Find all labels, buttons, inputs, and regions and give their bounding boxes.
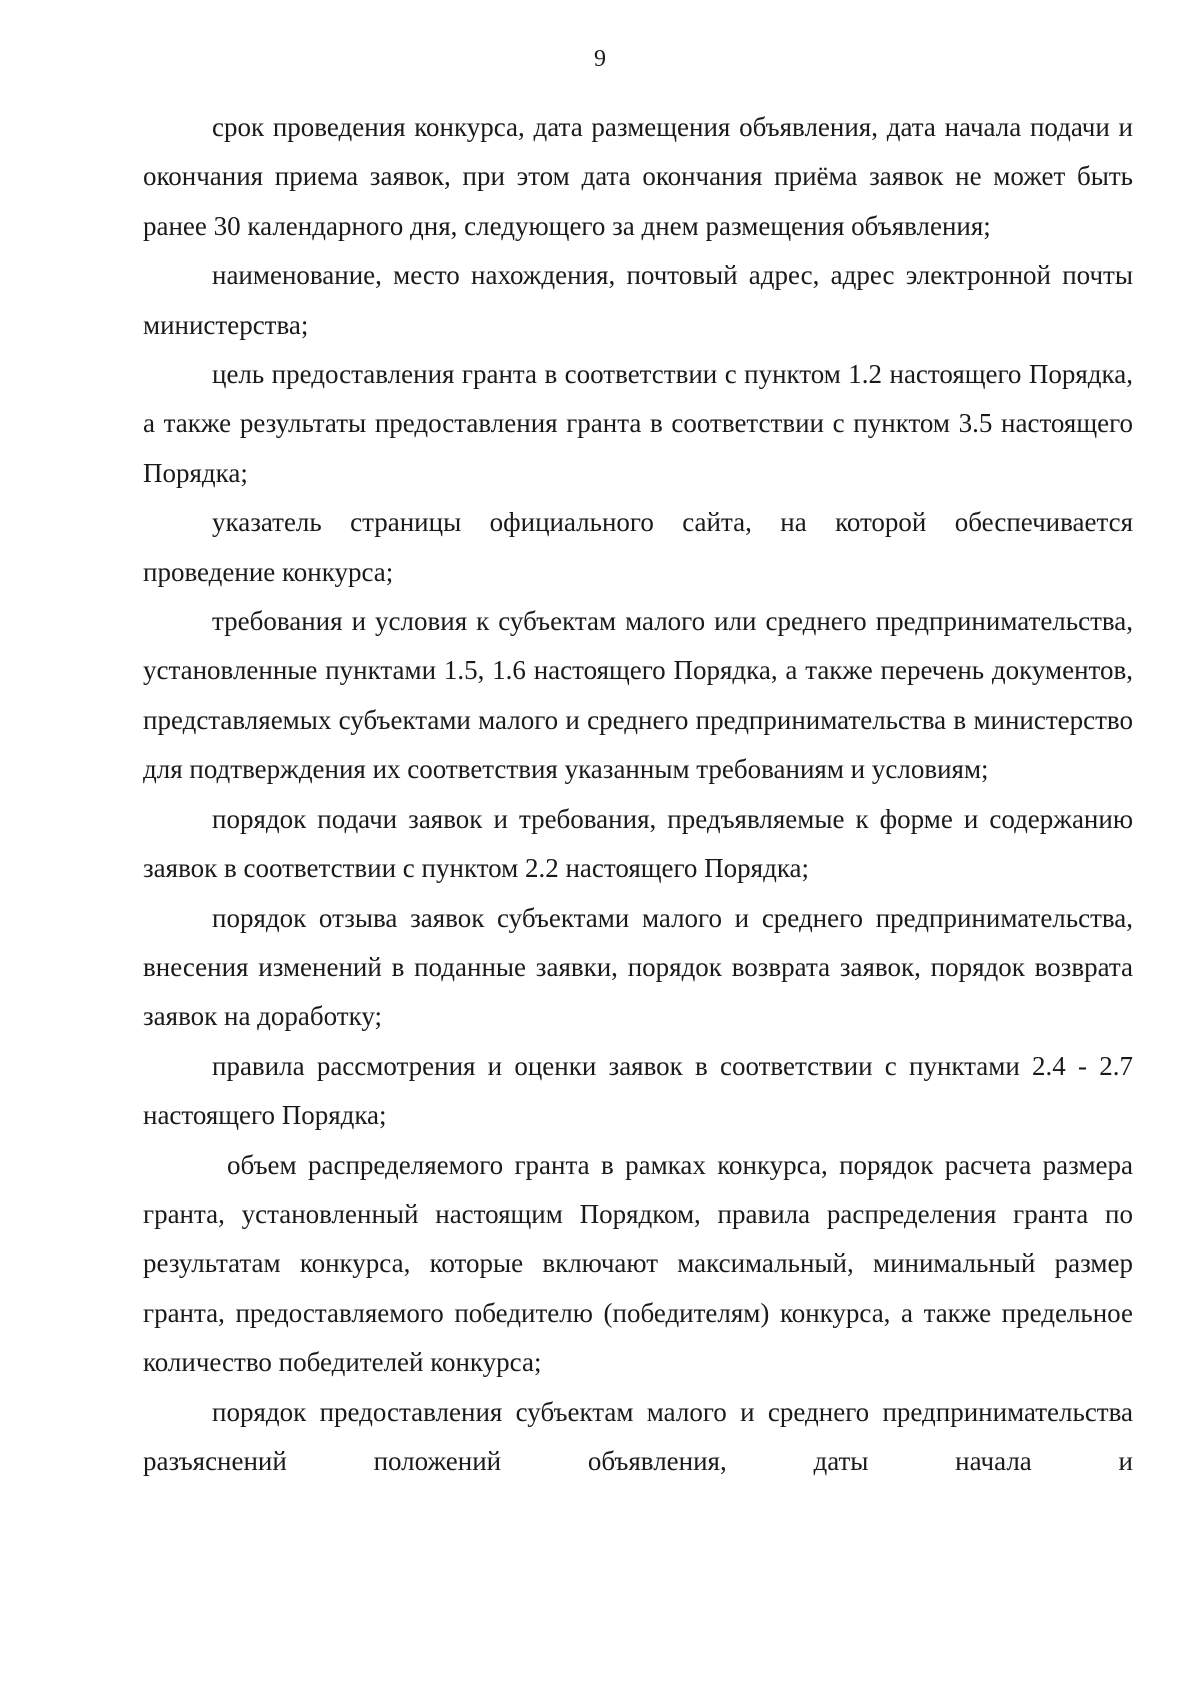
paragraph-requirements: требования и условия к субъектам малого или среднего предпринимательства, установленные пунктами 1.5, 1.6 настоящего Порядка, а также перечень документов, представляемых субъектами малого и среднего предпринимательства в министерство для подтверждения их соответствия указанным требованиям и условиям; [143,606,1133,785]
paragraph-application-procedure: порядок подачи заявок и требования, предъявляемые к форме и содержанию заявок в соответствии с пунктом 2.2 настоящего Порядка; [143,803,1133,884]
paragraph-grant-purpose: цель предоставления гранта в соответствии с пунктом 1.2 настоящего Порядка, а также результаты предоставления гранта в соответствии с пунктом 3.5 настоящего Порядка; [143,359,1133,488]
page-number: 9 [594,46,606,72]
document-body [143,103,1133,1486]
paragraph-ministry-contacts: наименование, место нахождения, почтовый адрес, адрес электронной почты министерства; [143,260,1133,340]
paragraph-competition-dates: срок проведения конкурса, дата размещения объявления, дата начала подачи и окончания приема заявок, при этом дата окончания приёма заявок не может быть ранее 30 календарного дня, следующего за днем размещения объявления; [143,112,1133,241]
paragraph-evaluation-rules: правила рассмотрения и оценки заявок в соответствии с пунктами 2.4 - 2.7 настоящего Порядка; [143,1050,1133,1131]
paragraph-application-withdrawal: порядок отзыва заявок субъектами малого и среднего предпринимательства, внесения изменений в поданные заявки, порядок возврата заявок, порядок возврата заявок на доработку; [143,902,1133,1032]
paragraph-site-pointer: указатель страницы официального сайта, на которой обеспечивается проведение конкурса; [143,507,1133,587]
paragraph-clarifications: порядок предоставления субъектам малого и среднего предпринимательства разъяснений положений объявления, даты начала и [143,1396,1133,1476]
paragraph-grant-volume: объем распределяемого гранта в рамках конкурса, порядок расчета размера гранта, установленный настоящим Порядком, правила распределения гранта по результатам конкурса, которые включают максимальный, минимальный размер гранта, предоставляемого победителю (победителям) конкурса, а также предельное количество победителей конкурса; [143,1149,1133,1378]
